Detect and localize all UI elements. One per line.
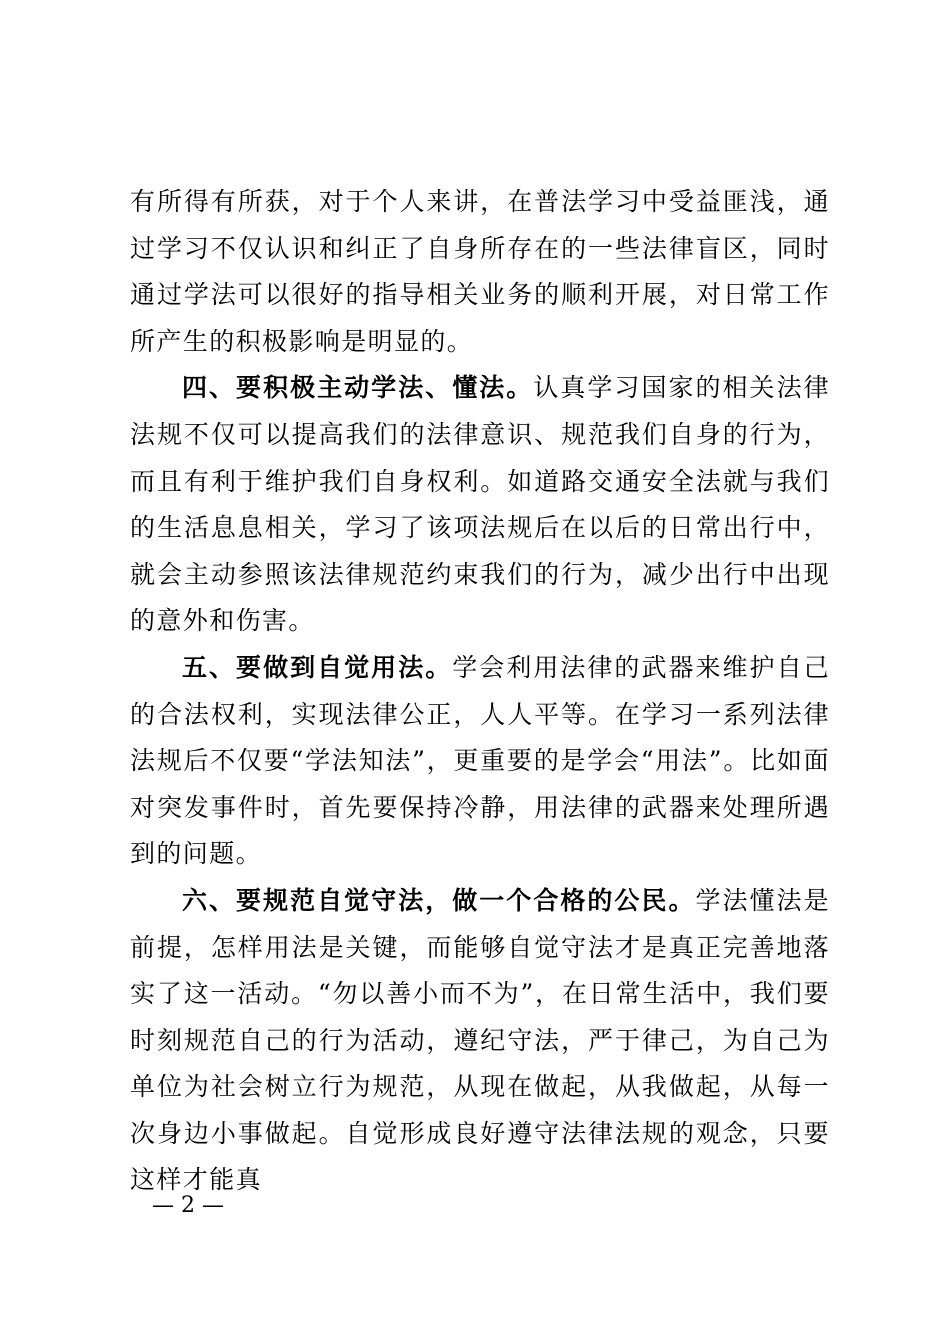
section-heading-five: 五、要做到自觉用法。 [182, 652, 453, 682]
section-heading-four: 四、要积极主动学法、懂法。 [182, 373, 534, 403]
paragraph-text: 认真学习国家的相关法律法规不仅可以提高我们的法律意识、规范我们自身的行为，而且有利于维护我们自身权利。如道路交通安全法就与我们的生活息息相关，学习了该项法规后在以后的日常出行中，就会主动参照该法律规范约束我们的行为，减少出行中出现的意外和伤害。 [130, 373, 831, 636]
paragraph-continuation [130, 179, 830, 365]
paragraph-text: 学会利用法律的武器来维护自己的合法权利，实现法律公正，人人平等。在学习一系列法律法规后不仅要“学法知法”，更重要的是学会“用法”。比如面对突发事件时，首先要保持冷静，用法律的武器来处理所遇到的问题。 [130, 652, 830, 869]
paragraph-text: 学法懂法是前提，怎样用法是关键，而能够自觉守法才是真正完善地落实了这一活动。“勿以善小而不为”，在日常生活中，我们要时刻规范自己的行为活动，遵纪守法，严于律己，为自己为单位为社会树立行为规范，从现在做起，从我做起，从每一次身边小事做起。自觉形成良好遵守法律法规的观念，只要这样才能真 [130, 885, 830, 1195]
paragraph-section-five [130, 645, 830, 878]
paragraph-section-four [130, 365, 830, 645]
document-body [130, 179, 830, 1204]
paragraph-section-six [130, 878, 830, 1204]
paragraph-text: 有所得有所获，对于个人来讲，在普法学习中受益匪浅，通过学习不仅认识和纠正了自身所存在的一些法律盲区，同时通过学法可以很好的指导相关业务的顺利开展，对日常工作所产生的积极影响是明显的。 [130, 187, 830, 356]
section-heading-six: 六、要规范自觉守法，做一个合格的公民。 [182, 885, 696, 915]
page-number: — 2 — [152, 1193, 224, 1218]
